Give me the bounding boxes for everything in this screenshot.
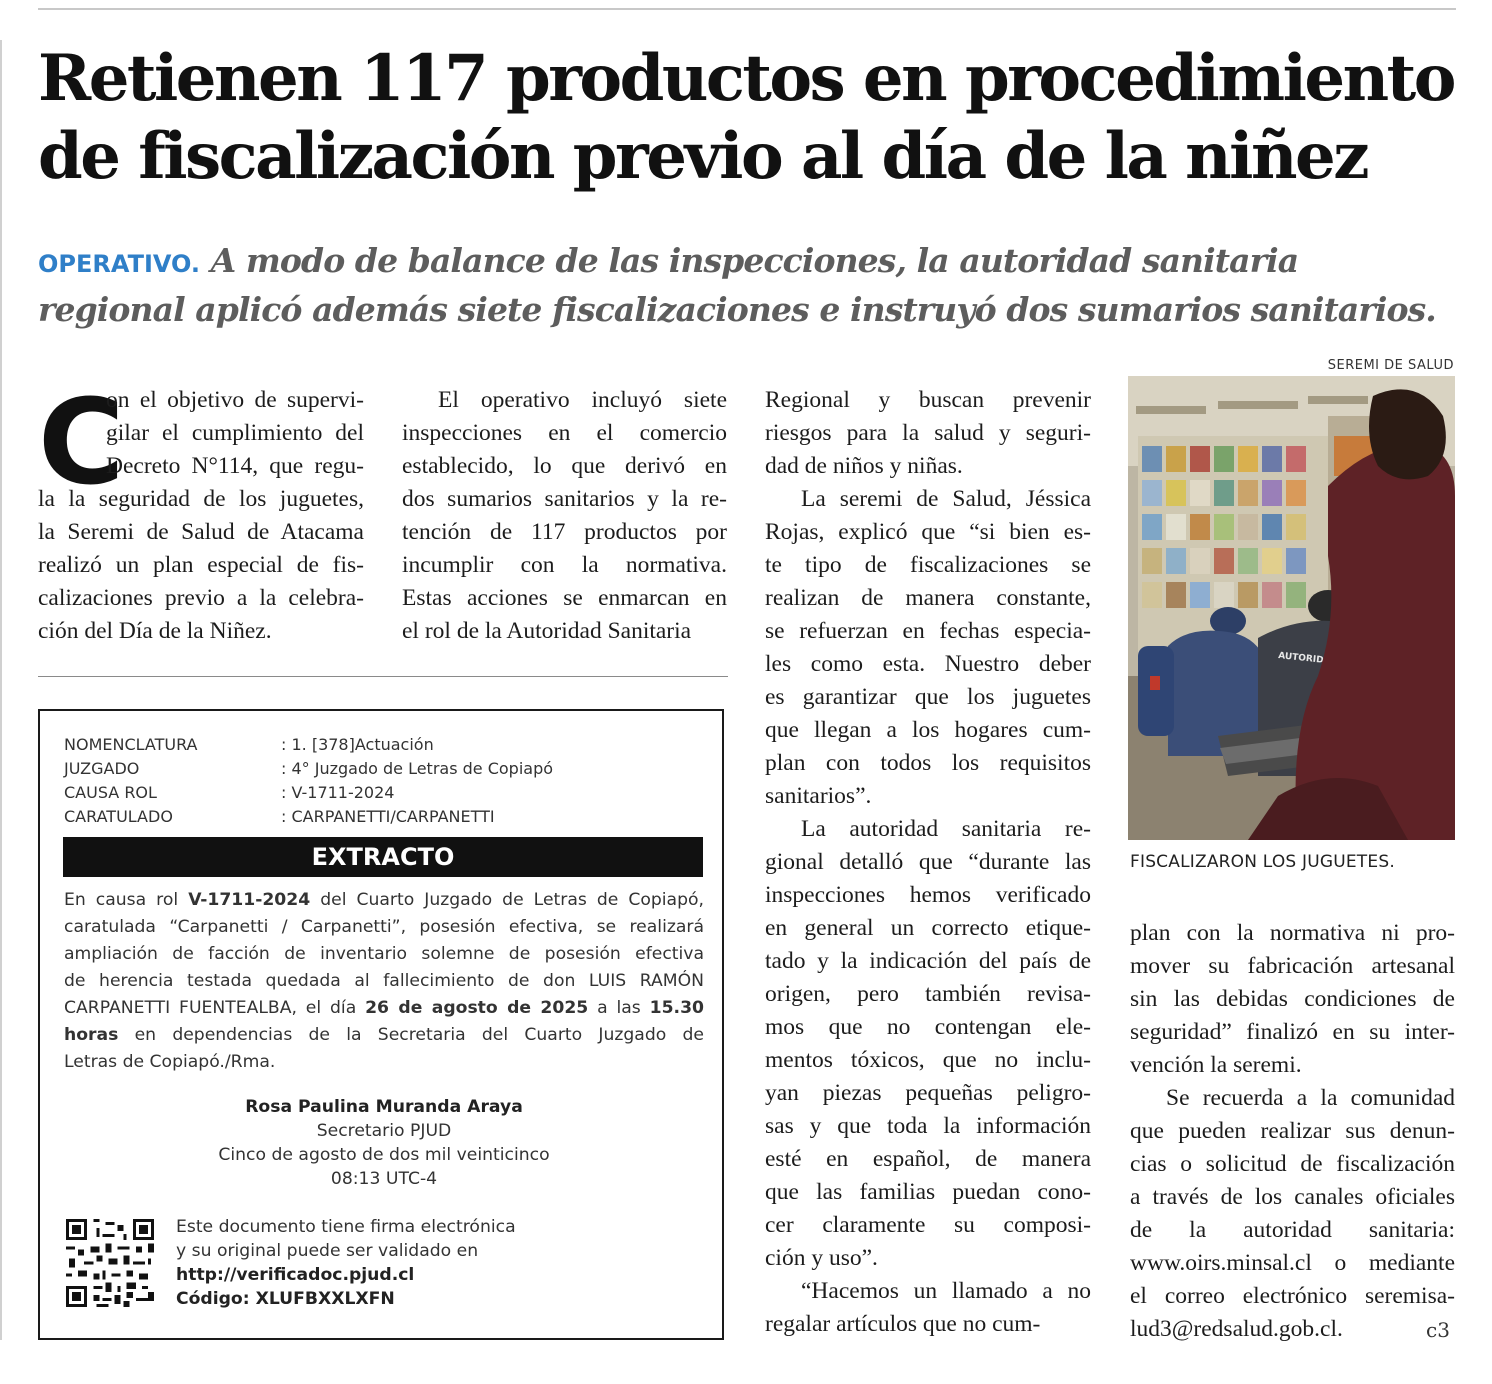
top-rule <box>38 8 1456 10</box>
article-line: origen, pero también revisa- <box>765 981 1091 1007</box>
photo-credit: SEREMI DE SALUD <box>1327 358 1454 373</box>
article-line: establecido, lo que derivó en <box>402 453 727 479</box>
article-line: inspecciones hemos verificado <box>765 882 1091 908</box>
legal-notice <box>38 709 724 1340</box>
article-line: dos sumarios sanitarios y la re- <box>402 486 727 512</box>
headline <box>38 40 1458 196</box>
extract-line: caratulada “Carpanetti / Carpanetti”, posesión efectiva, se realizará <box>64 917 704 937</box>
article-line: realizó un plan especial de fis- <box>38 552 364 578</box>
article-line: incumplir con la normativa. <box>402 552 727 578</box>
photo-caption: FISCALIZARON LOS JUGUETES. <box>1130 852 1395 872</box>
kicker-text: A modo de balance de las inspecciones, la autoridad sanitaria <box>210 241 1299 280</box>
article-line: el correo electrónico seremisa- <box>1130 1283 1455 1309</box>
extract-line: Letras de Copiapó./Rma. <box>64 1052 276 1072</box>
drop-cap: C <box>38 373 125 511</box>
article-line: se refuerzan en fechas especia- <box>765 618 1091 644</box>
signature-block <box>64 1095 704 1191</box>
article-line: El operativo incluyó siete <box>438 387 727 413</box>
article-line: mentos tóxicos, que no inclu- <box>765 1047 1091 1073</box>
meta-key: NOMENCLATURA <box>64 735 198 754</box>
article-line: seguridad” finalizó en su inter- <box>1130 1019 1455 1045</box>
verification-link[interactable]: http://verificadoc.pjud.cl <box>176 1265 415 1285</box>
meta-key: JUZGADO <box>64 759 140 778</box>
article-column-3 <box>765 384 1091 1341</box>
article-line: La seremi de Salud, Jéssica <box>801 486 1091 512</box>
kicker-label: OPERATIVO. <box>38 250 201 278</box>
verification-code: Código: XLUFBXXLXFN <box>176 1289 395 1309</box>
end-mark: c3 <box>1426 1318 1450 1342</box>
signature-time: 08:13 UTC-4 <box>330 1169 438 1189</box>
article-line: esté en español, de manera <box>765 1146 1091 1172</box>
article-line: Regional y buscan prevenir <box>765 387 1091 413</box>
article-line: La autoridad sanitaria re- <box>801 816 1091 842</box>
extract-line: CARPANETTI FUENTEALBA, el día 26 de agosto de 2025 a las 15.30 <box>64 998 704 1018</box>
article-line: te tipo de fiscalizaciones se <box>765 552 1091 578</box>
article-line: mos que no contengan ele- <box>765 1014 1091 1040</box>
meta-value: : 4° Juzgado de Letras de Copiapó <box>281 759 554 778</box>
meta-value: : V-1711-2024 <box>281 783 395 802</box>
headline-line: Retienen 117 productos en procedimiento <box>38 41 1454 116</box>
article-line: inspecciones en el comercio <box>402 420 727 446</box>
headline-line: de fiscalización previo al día de la niñez <box>38 119 1368 194</box>
article-line: Decreto N°114, que regu- <box>106 453 364 479</box>
vest-label: AUTORIDAD <box>1277 651 1339 668</box>
signer-name: Rosa Paulina Muranda Araya <box>245 1097 523 1117</box>
article-column-4 <box>1130 917 1455 1346</box>
section-divider <box>38 676 728 677</box>
verification-text <box>176 1215 516 1311</box>
extract-line: ampliación de facción de inventario solemne de posesión efectiva <box>64 944 704 964</box>
article-line: que las familias puedan cono- <box>765 1179 1091 1205</box>
article-line: calizaciones previo a la celebra- <box>38 585 364 611</box>
article-line: la Seremi de Salud de Atacama <box>38 519 364 545</box>
extract-line: de herencia testada quedada al fallecimiento de don LUIS RAMÓN <box>64 971 704 991</box>
verification-line: y su original puede ser validado en <box>176 1241 479 1261</box>
article-line: realizan de manera constante, <box>765 585 1091 611</box>
extract-line: En causa rol V-1711-2024 del Cuarto Juzgado de Letras de Copiapó, <box>64 890 704 910</box>
article-line: tado y la indicación del país de <box>765 948 1091 974</box>
kicker <box>38 238 1458 333</box>
inspection-photo-illustration <box>1128 376 1455 840</box>
article-line: Rojas, explicó que “si bien es- <box>765 519 1091 545</box>
article-line: on el objetivo de supervi- <box>106 387 364 413</box>
article-line: sin las debidas condiciones de <box>1130 986 1455 1012</box>
article-line: en general un correcto etique- <box>765 915 1091 941</box>
article-line: plan con todos los requisitos <box>765 750 1091 776</box>
article-line: Se recuerda a la comunidad <box>1166 1085 1455 1111</box>
article-line: es garantizar que los juguetes <box>765 684 1091 710</box>
article-line: riesgos para la salud y seguri- <box>765 420 1091 446</box>
article-line: les como esta. Nuestro deber <box>765 651 1091 677</box>
article-line: cer claramente su composi- <box>765 1212 1091 1238</box>
extract-line: horas en dependencias de la Secretaria del Cuarto Juzgado de <box>64 1025 704 1045</box>
article-column-1 <box>38 373 364 648</box>
article-line: vención la seremi. <box>1130 1052 1302 1078</box>
gutter-rule <box>0 40 2 1340</box>
signature-date: Cinco de agosto de dos mil veinticinco <box>218 1145 550 1165</box>
extracto-title: EXTRACTO <box>63 837 703 877</box>
article-line: tención de 117 productos por <box>402 519 727 545</box>
article-line: que llegan a los hogares cum- <box>765 717 1091 743</box>
article-line: www.oirs.minsal.cl o mediante <box>1130 1250 1455 1276</box>
article-line: sanitarios”. <box>765 783 872 809</box>
article-line: “Hacemos un llamado a no <box>801 1278 1091 1304</box>
article-line: gilar el cumplimiento del <box>106 420 364 446</box>
article-photo <box>1128 376 1455 840</box>
article-line: Estas acciones se enmarcan en <box>402 585 727 611</box>
article-line: de la autoridad sanitaria: <box>1130 1217 1455 1243</box>
article-line: lud3@redsalud.gob.cl. <box>1130 1316 1343 1342</box>
article-column-2 <box>402 384 727 648</box>
article-line: ción y uso”. <box>765 1245 878 1271</box>
article-line: regalar artículos que no cum- <box>765 1311 1041 1337</box>
article-line: a través de los canales oficiales <box>1130 1184 1455 1210</box>
meta-key: CARATULADO <box>64 807 173 826</box>
qr-code-icon <box>66 1219 154 1307</box>
article-line: cias o solicitud de fiscalización <box>1130 1151 1455 1177</box>
article-line: dad de niños y niñas. <box>765 453 963 479</box>
article-line: gional detalló que “durante las <box>765 849 1091 875</box>
article-line: yan piezas pequeñas peligro- <box>765 1080 1091 1106</box>
article-line: que pueden realizar sus denun- <box>1130 1118 1455 1144</box>
meta-key: CAUSA ROL <box>64 783 157 802</box>
article-line: la la seguridad de los juguetes, <box>38 486 364 512</box>
verification-line: Este documento tiene firma electrónica <box>176 1217 516 1237</box>
article-line: ción del Día de la Niñez. <box>38 618 272 644</box>
extract-body <box>64 887 704 1076</box>
article-line: sas y que toda la información <box>765 1113 1091 1139</box>
article-line: el rol de la Autoridad Sanitaria <box>402 618 692 644</box>
meta-value: : CARPANETTI/CARPANETTI <box>281 807 495 826</box>
kicker-text: regional aplicó además siete fiscalizaciones e instruyó dos sumarios sanitarios. <box>38 290 1436 329</box>
meta-value: : 1. [378]Actuación <box>281 735 434 754</box>
article-line: mover su fabricación artesanal <box>1130 953 1455 979</box>
article-line: plan con la normativa ni pro- <box>1130 920 1455 946</box>
signer-role: Secretario PJUD <box>316 1121 452 1141</box>
